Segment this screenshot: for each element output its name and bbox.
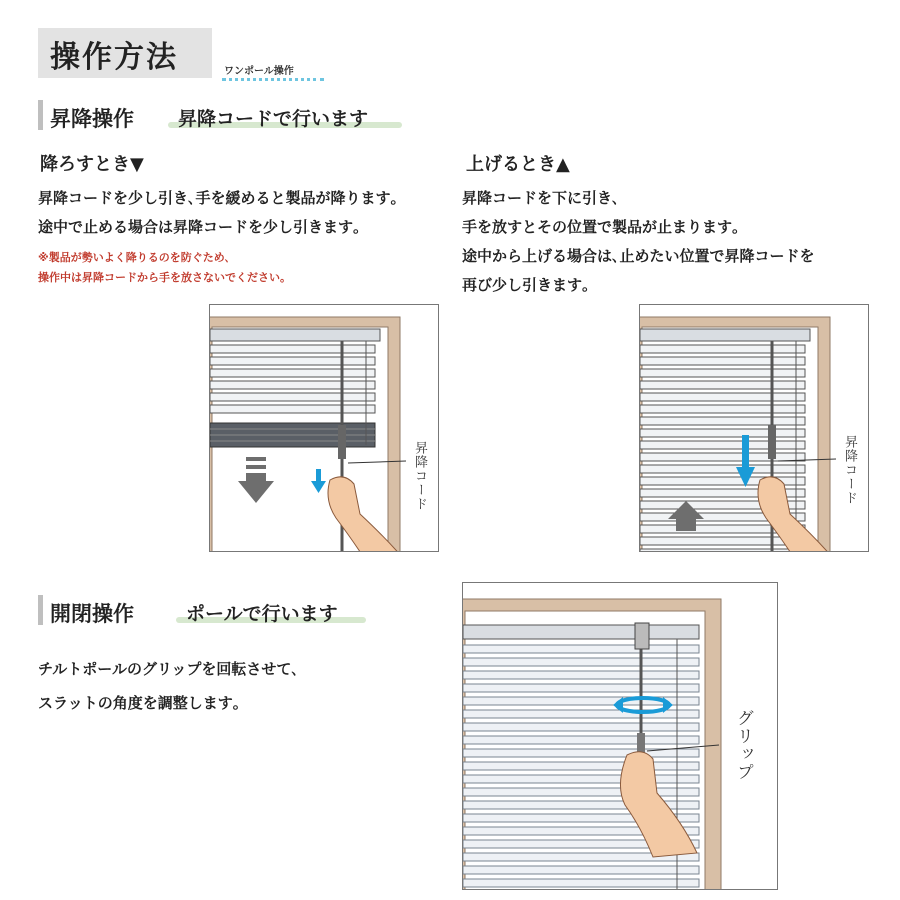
lower-title: 降ろすとき▼: [40, 154, 144, 175]
lower-line-1: 昇降コードを少し引き､手を緩めると製品が降ります｡: [38, 189, 399, 207]
subtitle-underline: [222, 78, 324, 81]
slat: [640, 417, 805, 425]
lower-cord-label: 昇降コード: [412, 441, 427, 511]
slat: [463, 762, 699, 770]
tilt-section-heading: 開閉操作: [50, 602, 134, 626]
raise-line-2: 手を放すとその位置で製品が止まります｡: [462, 218, 740, 236]
tilt-line-2: スラットの角度を調整します｡: [38, 694, 241, 712]
lift-section-heading: 昇降操作: [50, 107, 134, 131]
slat: [640, 429, 805, 437]
slat: [640, 549, 805, 551]
raise-cord-label: 昇降コード: [842, 435, 857, 505]
lift-section-bar: [38, 100, 43, 130]
tilt-section-bar: [38, 595, 43, 625]
slat: [463, 866, 699, 874]
slat: [463, 775, 699, 783]
slat: [640, 405, 805, 413]
tilt-instructions: [38, 652, 299, 720]
lower-instructions: [38, 184, 398, 242]
tilt-illustration-drawing: [463, 583, 777, 889]
tilt-illustration: [462, 582, 778, 890]
slat: [463, 645, 699, 653]
raise-line-3: 途中から上げる場合は､止めたい位置で昇降コードを: [462, 247, 815, 265]
slat: [463, 658, 699, 666]
slat: [640, 441, 805, 449]
slat: [463, 723, 699, 731]
raise-instructions: [462, 184, 815, 300]
lower-line-2: 途中で止める場合は昇降コードを少し引きます｡: [38, 218, 361, 236]
slat: [463, 879, 699, 887]
page-title: 操作方法: [50, 40, 178, 75]
slat: [463, 684, 699, 692]
lift-section-subheading: 昇降コードで行います: [178, 108, 369, 130]
raise-line-1: 昇降コードを下に引き､: [462, 189, 620, 207]
slat: [640, 381, 805, 389]
lower-note-1: ※製品が勢いよく降りるのを防ぐため､: [38, 251, 231, 264]
lower-note-2: 操作中は昇降コードから手を放さないでください｡: [38, 271, 286, 284]
tilt-section-subheading: ポールで行います: [186, 603, 338, 625]
lower-illustration: [209, 304, 439, 552]
page-subtitle: ワンポール操作: [224, 66, 294, 77]
slat: [640, 357, 805, 365]
raise-illustration-drawing: [640, 305, 868, 551]
raise-title: 上げるとき▲: [466, 154, 570, 175]
tilt-line-1: チルトポールのグリップを回転させて､: [38, 660, 299, 678]
slat: [463, 671, 699, 679]
slat: [640, 453, 805, 461]
slat: [640, 393, 805, 401]
slat: [640, 345, 805, 353]
slat: [463, 749, 699, 757]
lower-warning-note: [38, 248, 286, 288]
tilt-grip-label: グリップ: [733, 709, 753, 781]
raise-line-4: 再び少し引きます｡: [462, 276, 590, 294]
lower-illustration-drawing: [210, 305, 438, 551]
slat: [463, 736, 699, 744]
raise-illustration: [639, 304, 869, 552]
slat: [463, 788, 699, 796]
slat: [640, 369, 805, 377]
slat: [640, 465, 805, 473]
